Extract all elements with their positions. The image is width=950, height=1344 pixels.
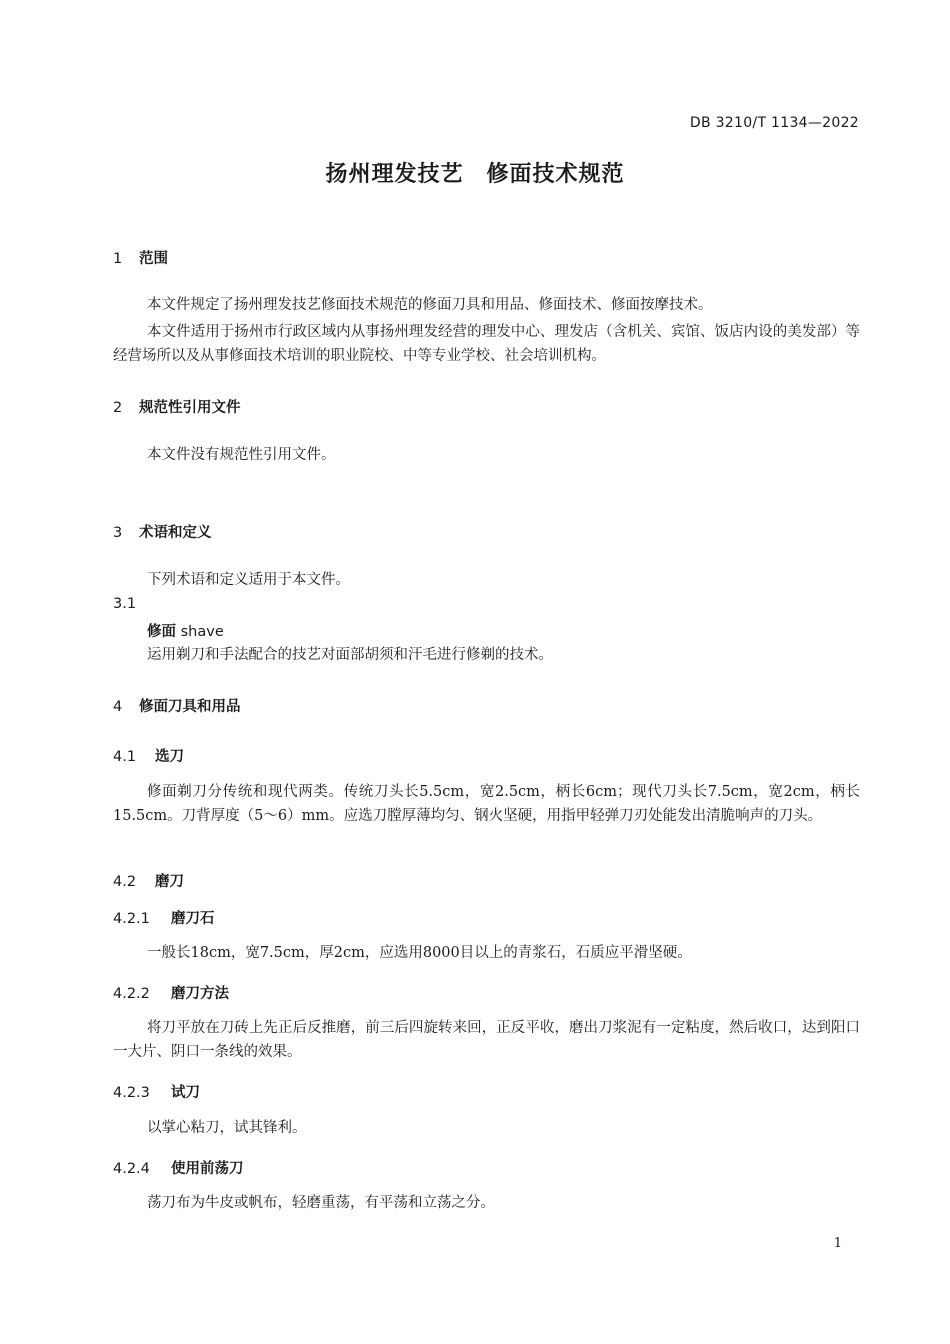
section-2-heading: [113, 396, 241, 417]
section-number: 3: [113, 525, 123, 541]
normative-paragraph: 本文件没有规范性引用文件。: [147, 447, 336, 463]
section-4-2-4-heading: [113, 1157, 244, 1178]
section-4-1-heading: [113, 745, 184, 766]
section-4-2-3-heading: [113, 1081, 200, 1102]
section-title: 使用前荡刀: [171, 1161, 244, 1177]
scope-paragraph-2: 本文件适用于扬州市行政区域内从事扬州理发经营的理发中心、理发店（含机关、宾馆、饭店内设的美发部）等经营场所以及从事修面技术培训的职业院校、中等专业学校、社会培训机构。: [113, 324, 860, 364]
section-title: 磨刀: [155, 874, 184, 890]
term-heading: [147, 620, 224, 641]
section-title: 修面刀具和用品: [139, 699, 241, 715]
section-title: 选刀: [155, 749, 184, 765]
section-title: 磨刀石: [171, 911, 215, 927]
section-title: 范围: [139, 251, 168, 267]
term-number: 3.1: [113, 596, 137, 612]
standard-code: DB 3210/T 1134—2022: [689, 115, 859, 131]
section-number: 4.2.1: [113, 911, 150, 927]
section-title: 规范性引用文件: [139, 400, 241, 416]
section-number: 4.2.4: [113, 1161, 150, 1177]
section-number: 4.1: [113, 749, 137, 765]
section-4-2-heading: [113, 870, 184, 891]
sharpening-method-paragraph: 将刀平放在刀砖上先正后反推磨，前三后四旋转来回，正反平收，磨出刀浆泥有一定粘度，然后收口，达到阳口一大片、阴口一条线的效果。: [113, 1020, 860, 1060]
whetstone-paragraph: 一般长18cm，宽7.5cm，厚2cm，应选用8000目以上的青浆石，石质应平滑坚硬。: [147, 945, 692, 961]
section-3-heading: [113, 521, 212, 542]
page-number: 1: [833, 1236, 842, 1251]
section-number: 4.2.2: [113, 986, 150, 1002]
section-number: 4: [113, 699, 123, 715]
page-title: 扬州理发技艺 修面技术规范: [325, 162, 625, 187]
scope-paragraph-1: 本文件规定了扬州理发技艺修面技术规范的修面刀具和用品、修面技术、修面按摩技术。: [147, 297, 713, 313]
term-name-zh: 修面: [147, 624, 176, 640]
term-definition: 运用剃刀和手法配合的技艺对面部胡须和汗毛进行修剃的技术。: [147, 647, 553, 663]
term-name-en: shave: [180, 624, 224, 640]
test-blade-paragraph: 以掌心粘刀，试其锋利。: [147, 1120, 307, 1136]
section-number: 4.2.3: [113, 1085, 150, 1101]
section-number: 4.2: [113, 874, 137, 890]
section-title: 磨刀方法: [171, 986, 229, 1002]
section-4-heading: [113, 695, 241, 716]
stropping-paragraph: 荡刀布为牛皮或帆布，轻磨重荡，有平荡和立荡之分。: [147, 1195, 495, 1211]
section-number: 2: [113, 400, 123, 416]
section-1-heading: [113, 247, 168, 268]
razor-selection-paragraph: 修面剃刀分传统和现代两类。传统刀头长5.5cm，宽2.5cm，柄长6cm；现代刀头长7.5cm，宽2cm，柄长15.5cm。刀背厚度（5～6）mm。应选刀膛厚薄均匀、钢火坚硬，用指甲轻弹刀刃处能发出清脆响声的刀头。: [113, 784, 860, 824]
section-title: 试刀: [171, 1085, 200, 1101]
section-4-2-1-heading: [113, 907, 215, 928]
section-number: 1: [113, 251, 123, 267]
terms-intro: 下列术语和定义适用于本文件。: [147, 572, 350, 588]
section-title: 术语和定义: [139, 525, 212, 541]
section-4-2-2-heading: [113, 982, 229, 1003]
